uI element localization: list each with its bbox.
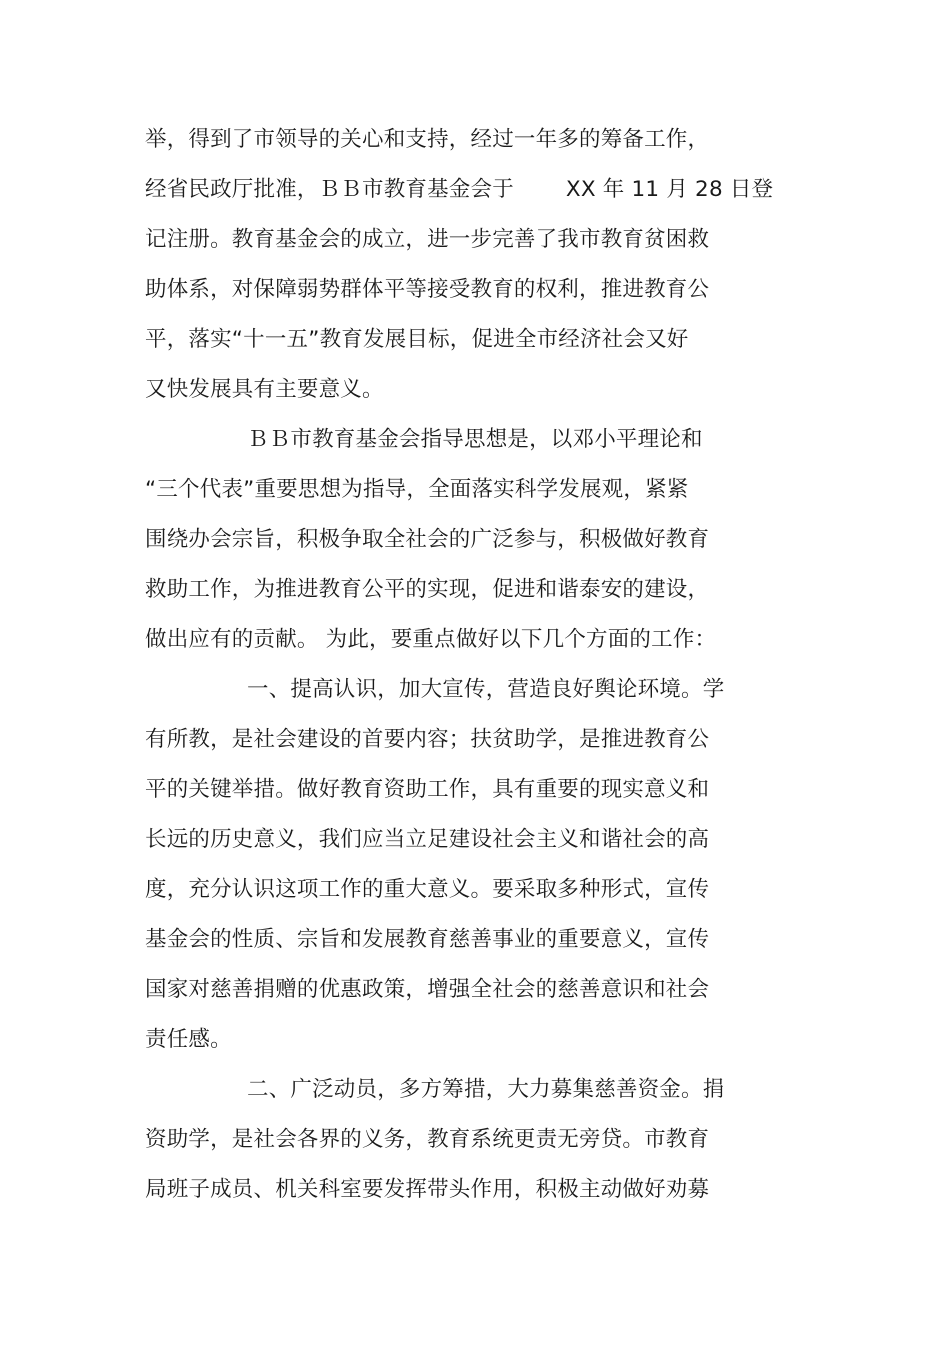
text-line: 救助工作，为推进教育公平的实现，促进和谐泰安的建设， <box>145 577 710 602</box>
text-line: 助体系，对保障弱势群体平等接受教育的权利，推进教育公 <box>145 277 710 302</box>
text-line: 基金会的性质、宗旨和发展教育慈善事业的重要意义，宣传 <box>145 927 710 952</box>
text-line: 做出应有的贡献。 为此，要重点做好以下几个方面的工作： <box>145 627 717 652</box>
text-line <box>145 175 773 205</box>
paragraph-first-line: ＢＢ市教育基金会指导思想是，以邓小平理论和 <box>247 427 703 452</box>
paragraph-first-line: 一、提高认识，加大宣传，营造良好舆论环境。学 <box>247 677 725 702</box>
text-line: 平的关键举措。做好教育资助工作，具有重要的现实意义和 <box>145 777 710 802</box>
text-line: 责任感。 <box>145 1027 232 1052</box>
text-line: 资助学，是社会各界的义务，教育系统更责无旁贷。市教育 <box>145 1127 710 1152</box>
text-line: 有所教，是社会建设的首要内容；扶贫助学，是推进教育公 <box>145 727 710 752</box>
text-segment: XX 年 11 月 28 日登 <box>565 177 774 202</box>
text-segment: 经省民政厅批准，ＢＢ市教育基金会于 <box>145 177 514 202</box>
text-line: 记注册。教育基金会的成立，进一步完善了我市教育贫困救 <box>145 227 710 252</box>
text-line: 国家对慈善捐赠的优惠政策，增强全社会的慈善意识和社会 <box>145 977 710 1002</box>
paragraph-first-line: 二、广泛动员，多方筹措，大力募集慈善资金。捐 <box>247 1077 725 1102</box>
text-line: 度，充分认识这项工作的重大意义。要采取多种形式，宣传 <box>145 877 710 902</box>
text-line: 举，得到了市领导的关心和支持，经过一年多的筹备工作， <box>145 127 710 152</box>
text-line: “三个代表”重要思想为指导，全面落实科学发展观，紧紧 <box>145 477 689 502</box>
text-line: 围绕办会宗旨，积极争取全社会的广泛参与，积极做好教育 <box>145 527 710 552</box>
text-line: 长远的历史意义，我们应当立足建设社会主义和谐社会的高 <box>145 827 710 852</box>
text-line: 平，落实“十一五”教育发展目标，促进全市经济社会又好 <box>145 327 689 352</box>
text-line: 局班子成员、机关科室要发挥带头作用，积极主动做好劝募 <box>145 1177 710 1202</box>
text-line: 又快发展具有主要意义。 <box>145 377 384 402</box>
